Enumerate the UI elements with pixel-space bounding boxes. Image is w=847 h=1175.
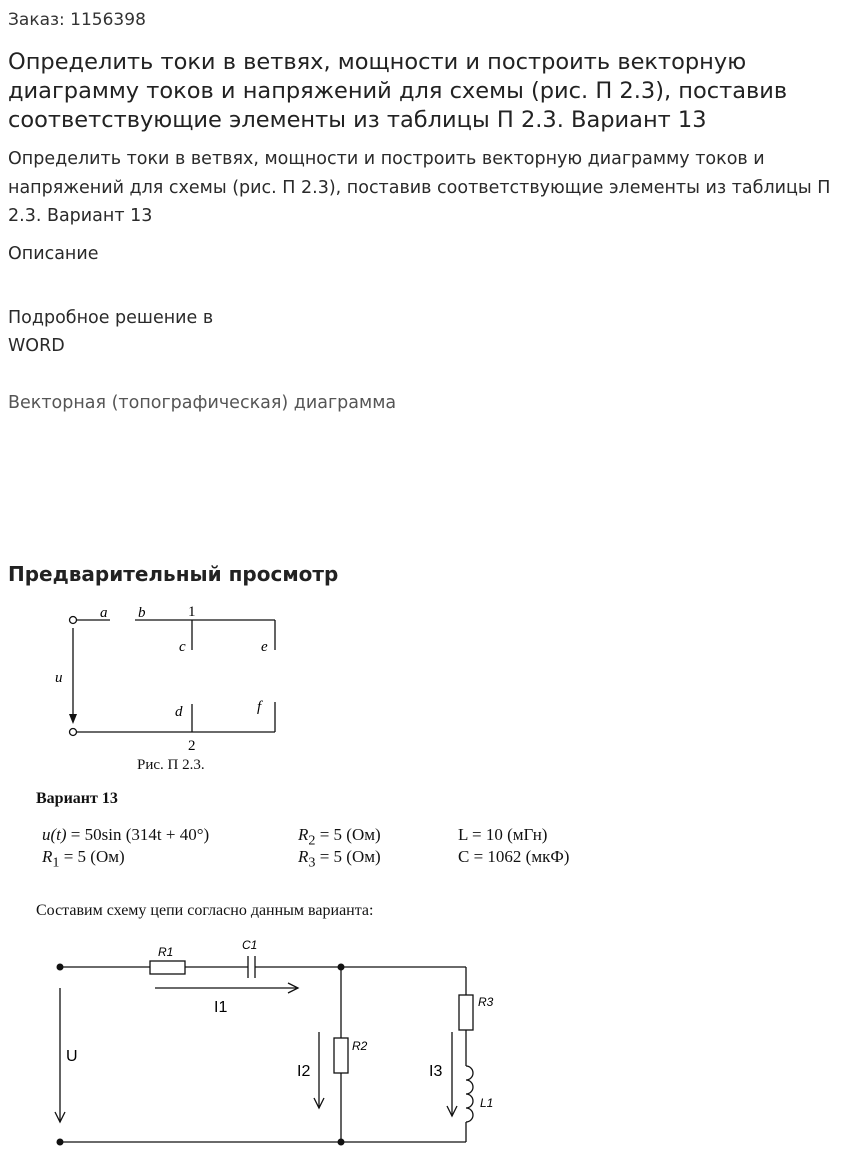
description-line: WORD (8, 336, 65, 356)
label-r3: R3 (478, 995, 494, 1009)
inductor-l1-icon (466, 1066, 473, 1122)
formula-subscript: 1 (52, 854, 60, 871)
label-r1: R1 (158, 945, 174, 959)
node-dot-icon (338, 1139, 345, 1146)
label-i1: I1 (214, 999, 228, 1016)
formula-inductance: L = 10 (мГн) (458, 825, 548, 844)
label-e: e (261, 639, 268, 655)
formula-rhs: = 5 (Ом) (315, 847, 381, 866)
formula-voltage (42, 825, 209, 845)
compose-text: Составим схему цепи согласно данным варианта: (36, 902, 374, 919)
node-2-label: 2 (188, 738, 196, 754)
label-i3: I3 (429, 1063, 443, 1080)
task-statement: Определить токи в ветвях, мощности и построить векторную диаграмму токов и напряжений для схемы (рис. П 2.3), поставив соответствующие элементы из таблицы П 2.3. Вариант 13 (8, 149, 831, 226)
resistor-r3-icon (459, 995, 473, 1030)
page-title: Определить токи в ветвях, мощности и построить векторную диаграмму токов и напряжений для схемы (рис. П 2.3), поставив соответствующие элементы из таблицы П 2.3. Вариант 13 (8, 49, 788, 133)
label-c: c (179, 639, 186, 655)
resistor-r2-icon (334, 1038, 348, 1073)
circuit-schematic (40, 930, 494, 1155)
node-dot-icon (57, 964, 64, 971)
formula-symbol: R (298, 847, 309, 866)
formula-lhs: u(t) (42, 825, 67, 844)
label-u: u (55, 670, 63, 686)
label-r2: R2 (352, 1039, 368, 1053)
preview-heading: Предварительный просмотр (8, 562, 339, 586)
figure-caption: Рис. П 2.3. (137, 757, 205, 773)
label-i2: I2 (297, 1063, 311, 1080)
label-d: d (175, 704, 183, 720)
formula-r1 (42, 847, 125, 871)
terminal-b-icon (70, 729, 77, 736)
resistor-r1-icon (150, 961, 185, 974)
formula-rhs: = 50sin (314t + 40°) (66, 825, 210, 844)
formula-capacitance: C = 1062 (мкФ) (458, 847, 570, 866)
label-f: f (257, 699, 262, 715)
terminal-schematic-figure (40, 598, 300, 758)
formula-symbol: R (42, 847, 53, 866)
formula-r2 (298, 825, 381, 849)
node-1-label: 1 (188, 604, 196, 620)
formula-symbol: R (298, 825, 309, 844)
label-l1: L1 (480, 1096, 494, 1110)
diagram-note: Векторная (топографическая) диаграмма (8, 393, 397, 413)
order-number: Заказ: 1156398 (8, 10, 146, 30)
formula-subscript: 2 (308, 832, 316, 849)
formula-rhs: = 5 (Ом) (315, 825, 381, 844)
formula-subscript: 3 (308, 854, 316, 871)
terminal-a-icon (70, 617, 77, 624)
description-line: Подробное решение в (8, 308, 214, 328)
label-c1: C1 (242, 938, 258, 952)
formula-r3 (298, 847, 381, 871)
formula-rhs: = 5 (Ом) (59, 847, 125, 866)
variant-title: Вариант 13 (36, 790, 118, 807)
node-dot-icon (338, 964, 345, 971)
node-dot-icon (57, 1139, 64, 1146)
label-b: b (138, 605, 146, 621)
description-heading: Описание (8, 244, 99, 264)
label-u: U (66, 1048, 78, 1065)
voltage-arrow-icon (69, 714, 77, 724)
label-a: a (100, 605, 108, 621)
